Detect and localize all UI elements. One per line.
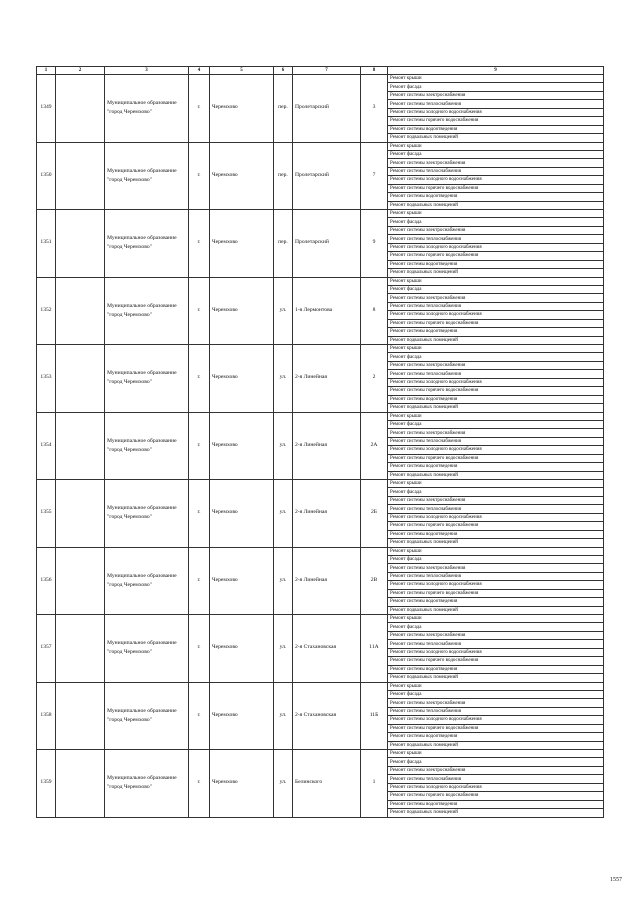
header-cell: 4	[189, 67, 210, 75]
table-body	[37, 67, 604, 818]
house-cell: 3	[361, 75, 388, 143]
work-item: Ремонт фасада	[388, 488, 604, 496]
work-item: Ремонт крыши	[388, 345, 604, 353]
row-number: 1349	[37, 75, 56, 143]
work-item: Ремонт системы электроснабжения	[388, 766, 604, 774]
work-item: Ремонт системы теплоснабжения	[388, 235, 604, 243]
house-cell: 2Б	[361, 480, 388, 548]
work-item: Ремонт системы электроснабжения	[388, 294, 604, 302]
work-item: Ремонт системы электроснабжения	[388, 91, 604, 99]
header-cell: 1	[37, 67, 56, 75]
city-cell: Черемхово	[210, 682, 274, 750]
work-item: Ремонт системы теплоснабжения	[388, 707, 604, 715]
work-item: Ремонт системы электроснабжения	[388, 496, 604, 504]
header-cell: 6	[274, 67, 293, 75]
city-cell: Черемхово	[210, 345, 274, 413]
row-number: 1358	[37, 682, 56, 750]
work-item: Ремонт системы горячего водоснабжения	[388, 252, 604, 260]
street-type-cell: ул.	[274, 277, 293, 345]
table-row	[37, 210, 604, 218]
street-type-cell: ул.	[274, 750, 293, 818]
work-item: Ремонт крыши	[388, 210, 604, 218]
row-number: 1356	[37, 547, 56, 615]
work-item: Ремонт системы горячего водоснабжения	[388, 522, 604, 530]
work-item: Ремонт системы теплоснабжения	[388, 100, 604, 108]
house-cell: 1	[361, 750, 388, 818]
work-item: Ремонт системы горячего водоснабжения	[388, 387, 604, 395]
work-item: Ремонт системы водоотведения	[388, 463, 604, 471]
work-item: Ремонт системы горячего водоснабжения	[388, 184, 604, 192]
work-item: Ремонт системы холодного водоснабжения	[388, 311, 604, 319]
city-type-cell: г.	[189, 547, 210, 615]
header-cell: 2	[56, 67, 105, 75]
street-cell: 1-я Лермонтова	[293, 277, 361, 345]
house-cell: 7	[361, 142, 388, 210]
work-item: Ремонт подвальных помещений	[388, 134, 604, 142]
row-number: 1351	[37, 210, 56, 278]
street-cell: Белинского	[293, 750, 361, 818]
work-item: Ремонт системы горячего водоснабжения	[388, 792, 604, 800]
work-item: Ремонт системы холодного водоснабжения	[388, 446, 604, 454]
header-row	[37, 67, 604, 75]
city-type-cell: г.	[189, 412, 210, 480]
municipality-cell: Муниципальное образование "город Черемхово"	[105, 142, 189, 210]
work-item: Ремонт системы теплоснабжения	[388, 437, 604, 445]
row-number: 1350	[37, 142, 56, 210]
municipality-cell: Муниципальное образование "город Черемхово"	[105, 412, 189, 480]
work-item: Ремонт системы водоотведения	[388, 598, 604, 606]
street-type-cell: ул.	[274, 480, 293, 548]
city-cell: Черемхово	[210, 750, 274, 818]
work-item: Ремонт системы водоотведения	[388, 733, 604, 741]
street-cell: Пролетарский	[293, 210, 361, 278]
work-item: Ремонт подвальных помещений	[388, 336, 604, 344]
work-item: Ремонт системы горячего водоснабжения	[388, 454, 604, 462]
table-row	[37, 412, 604, 420]
street-cell: 2-я Линейная	[293, 547, 361, 615]
house-cell: 11А	[361, 615, 388, 683]
work-item: Ремонт системы холодного водоснабжения	[388, 783, 604, 791]
work-item: Ремонт подвальных помещений	[388, 539, 604, 547]
row-number: 1354	[37, 412, 56, 480]
work-item: Ремонт фасада	[388, 758, 604, 766]
work-item: Ремонт системы теплоснабжения	[388, 302, 604, 310]
work-item: Ремонт крыши	[388, 75, 604, 83]
house-cell: 8	[361, 277, 388, 345]
work-item: Ремонт подвальных помещений	[388, 201, 604, 209]
row-number: 1353	[37, 345, 56, 413]
city-cell: Черемхово	[210, 142, 274, 210]
work-item: Ремонт подвальных помещений	[388, 471, 604, 479]
work-item: Ремонт фасада	[388, 83, 604, 91]
street-type-cell: пер.	[274, 210, 293, 278]
work-item: Ремонт системы теплоснабжения	[388, 505, 604, 513]
header-cell: 8	[361, 67, 388, 75]
city-cell: Черемхово	[210, 480, 274, 548]
house-cell: 2А	[361, 412, 388, 480]
empty-cell	[56, 615, 105, 683]
work-item: Ремонт системы горячего водоснабжения	[388, 319, 604, 327]
work-item: Ремонт крыши	[388, 547, 604, 555]
city-cell: Черемхово	[210, 210, 274, 278]
work-item: Ремонт фасада	[388, 353, 604, 361]
city-type-cell: г.	[189, 75, 210, 143]
work-item: Ремонт фасада	[388, 150, 604, 158]
empty-cell	[56, 75, 105, 143]
street-cell: Пролетарский	[293, 142, 361, 210]
table-row	[37, 682, 604, 690]
work-item: Ремонт фасада	[388, 690, 604, 698]
city-cell: Черемхово	[210, 412, 274, 480]
empty-cell	[56, 345, 105, 413]
table-row	[37, 615, 604, 623]
work-item: Ремонт крыши	[388, 412, 604, 420]
row-number: 1352	[37, 277, 56, 345]
street-cell: 2-я Линейная	[293, 345, 361, 413]
municipality-cell: Муниципальное образование "город Черемхово"	[105, 615, 189, 683]
work-item: Ремонт системы водоотведения	[388, 665, 604, 673]
table-row	[37, 277, 604, 285]
city-cell: Черемхово	[210, 615, 274, 683]
work-item: Ремонт крыши	[388, 480, 604, 488]
work-item: Ремонт системы электроснабжения	[388, 159, 604, 167]
municipality-cell: Муниципальное образование "город Черемхово"	[105, 345, 189, 413]
empty-cell	[56, 277, 105, 345]
work-item: Ремонт крыши	[388, 750, 604, 758]
street-type-cell: ул.	[274, 615, 293, 683]
page-number: 1557	[610, 877, 622, 883]
work-item: Ремонт системы электроснабжения	[388, 361, 604, 369]
empty-cell	[56, 412, 105, 480]
work-item: Ремонт системы электроснабжения	[388, 226, 604, 234]
work-item: Ремонт системы водоотведения	[388, 260, 604, 268]
street-type-cell: ул.	[274, 412, 293, 480]
municipality-cell: Муниципальное образование "город Черемхово"	[105, 547, 189, 615]
table-row	[37, 547, 604, 555]
table-row	[37, 75, 604, 83]
empty-cell	[56, 682, 105, 750]
work-item: Ремонт системы холодного водоснабжения	[388, 716, 604, 724]
city-cell: Черемхово	[210, 547, 274, 615]
header-cell: 9	[388, 67, 604, 75]
street-type-cell: ул.	[274, 345, 293, 413]
work-item: Ремонт подвальных помещений	[388, 741, 604, 749]
work-item: Ремонт системы электроснабжения	[388, 564, 604, 572]
municipality-cell: Муниципальное образование "город Черемхово"	[105, 750, 189, 818]
street-type-cell: ул.	[274, 682, 293, 750]
work-item: Ремонт системы горячего водоснабжения	[388, 657, 604, 665]
city-type-cell: г.	[189, 210, 210, 278]
city-cell: Черемхово	[210, 277, 274, 345]
street-cell: 2-я Линейная	[293, 412, 361, 480]
house-cell: 2В	[361, 547, 388, 615]
city-type-cell: г.	[189, 750, 210, 818]
municipality-cell: Муниципальное образование "город Черемхово"	[105, 277, 189, 345]
work-item: Ремонт системы теплоснабжения	[388, 640, 604, 648]
work-item: Ремонт системы холодного водоснабжения	[388, 108, 604, 116]
municipality-cell: Муниципальное образование "город Черемхово"	[105, 480, 189, 548]
city-type-cell: г.	[189, 345, 210, 413]
work-item: Ремонт подвальных помещений	[388, 674, 604, 682]
work-item: Ремонт системы теплоснабжения	[388, 370, 604, 378]
row-number: 1357	[37, 615, 56, 683]
city-type-cell: г.	[189, 277, 210, 345]
work-item: Ремонт системы холодного водоснабжения	[388, 243, 604, 251]
municipality-cell: Муниципальное образование "город Черемхово"	[105, 210, 189, 278]
work-item: Ремонт подвальных помещений	[388, 404, 604, 412]
city-type-cell: г.	[189, 615, 210, 683]
table-row	[37, 142, 604, 150]
empty-cell	[56, 142, 105, 210]
register-table	[36, 66, 604, 818]
table-row	[37, 750, 604, 758]
work-item: Ремонт фасада	[388, 285, 604, 293]
work-item: Ремонт системы водоотведения	[388, 193, 604, 201]
work-item: Ремонт системы водоотведения	[388, 530, 604, 538]
work-item: Ремонт системы холодного водоснабжения	[388, 513, 604, 521]
work-item: Ремонт подвальных помещений	[388, 269, 604, 277]
house-cell: 9	[361, 210, 388, 278]
work-item: Ремонт фасада	[388, 218, 604, 226]
table-row	[37, 345, 604, 353]
work-item: Ремонт крыши	[388, 277, 604, 285]
work-item: Ремонт системы горячего водоснабжения	[388, 724, 604, 732]
header-cell: 5	[210, 67, 274, 75]
work-item: Ремонт системы холодного водоснабжения	[388, 378, 604, 386]
work-item: Ремонт системы холодного водоснабжения	[388, 176, 604, 184]
city-cell: Черемхово	[210, 75, 274, 143]
street-cell: 2-я Стахановская	[293, 615, 361, 683]
municipality-cell: Муниципальное образование "город Черемхово"	[105, 682, 189, 750]
work-item: Ремонт крыши	[388, 615, 604, 623]
street-cell: Пролетарский	[293, 75, 361, 143]
work-item: Ремонт крыши	[388, 682, 604, 690]
work-item: Ремонт фасада	[388, 623, 604, 631]
work-item: Ремонт системы водоотведения	[388, 125, 604, 133]
work-item: Ремонт системы холодного водоснабжения	[388, 648, 604, 656]
header-cell: 3	[105, 67, 189, 75]
work-item: Ремонт подвальных помещений	[388, 606, 604, 614]
table-row	[37, 480, 604, 488]
header-cell: 7	[293, 67, 361, 75]
city-type-cell: г.	[189, 682, 210, 750]
street-type-cell: ул.	[274, 547, 293, 615]
work-item: Ремонт системы водоотведения	[388, 800, 604, 808]
work-item: Ремонт системы горячего водоснабжения	[388, 117, 604, 125]
work-item: Ремонт системы электроснабжения	[388, 429, 604, 437]
house-cell: 11Б	[361, 682, 388, 750]
work-item: Ремонт системы теплоснабжения	[388, 775, 604, 783]
work-item: Ремонт системы теплоснабжения	[388, 167, 604, 175]
empty-cell	[56, 750, 105, 818]
work-item: Ремонт фасада	[388, 555, 604, 563]
city-type-cell: г.	[189, 142, 210, 210]
street-type-cell: пер.	[274, 142, 293, 210]
street-type-cell: пер.	[274, 75, 293, 143]
empty-cell	[56, 210, 105, 278]
municipality-cell: Муниципальное образование "город Черемхово"	[105, 75, 189, 143]
empty-cell	[56, 547, 105, 615]
empty-cell	[56, 480, 105, 548]
row-number: 1355	[37, 480, 56, 548]
row-number: 1359	[37, 750, 56, 818]
work-item: Ремонт системы водоотведения	[388, 328, 604, 336]
house-cell: 2	[361, 345, 388, 413]
street-cell: 2-я Линейная	[293, 480, 361, 548]
work-item: Ремонт системы теплоснабжения	[388, 572, 604, 580]
work-item: Ремонт системы электроснабжения	[388, 699, 604, 707]
work-item: Ремонт фасада	[388, 420, 604, 428]
work-item: Ремонт системы горячего водоснабжения	[388, 589, 604, 597]
city-type-cell: г.	[189, 480, 210, 548]
work-item: Ремонт крыши	[388, 142, 604, 150]
work-item: Ремонт подвальных помещений	[388, 809, 604, 817]
street-cell: 2-я Стахановская	[293, 682, 361, 750]
work-item: Ремонт системы водоотведения	[388, 395, 604, 403]
work-item: Ремонт системы электроснабжения	[388, 631, 604, 639]
work-item: Ремонт системы холодного водоснабжения	[388, 581, 604, 589]
